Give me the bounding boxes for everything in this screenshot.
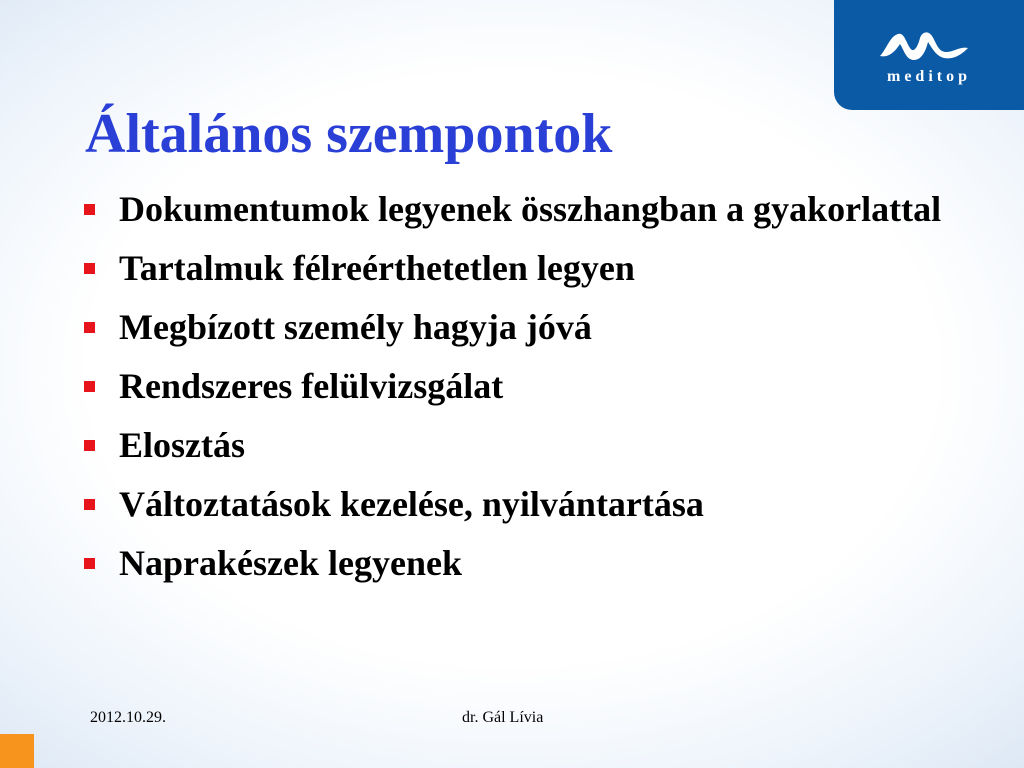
bullet-item [84,306,964,348]
bullet-text: Dokumentumok legyenek összhangban a gyakorlattal [119,189,942,229]
square-bullet-icon [84,558,95,569]
bullet-item [84,542,964,584]
square-bullet-icon [84,204,95,215]
corner-accent [0,734,34,768]
square-bullet-icon [84,440,95,451]
square-bullet-icon [84,381,95,392]
bullet-text: Tartalmuk félreérthetetlen legyen [119,248,635,288]
bullet-item [84,424,964,466]
bullet-list [84,188,964,601]
company-logo [834,0,1024,110]
square-bullet-icon [84,322,95,333]
meditop-wave-logo-icon [876,26,972,66]
square-bullet-icon [84,499,95,510]
bullet-text: Megbízott személy hagyja jóvá [119,307,592,347]
footer-author: dr. Gál Lívia [462,709,544,726]
bullet-item [84,483,964,525]
bullet-item [84,365,964,407]
square-bullet-icon [84,263,95,274]
footer-date: 2012.10.29. [90,709,166,726]
bullet-item [84,188,964,230]
bullet-text: Elosztás [119,425,245,465]
slide-title: Általános szempontok [85,103,613,165]
bullet-text: Naprakészek legyenek [119,543,462,583]
bullet-text: Változtatások kezelése, nyilvántartása [119,484,704,524]
logo-text: meditop [887,68,971,85]
bullet-text: Rendszeres felülvizsgálat [119,366,504,406]
bullet-item [84,247,964,289]
